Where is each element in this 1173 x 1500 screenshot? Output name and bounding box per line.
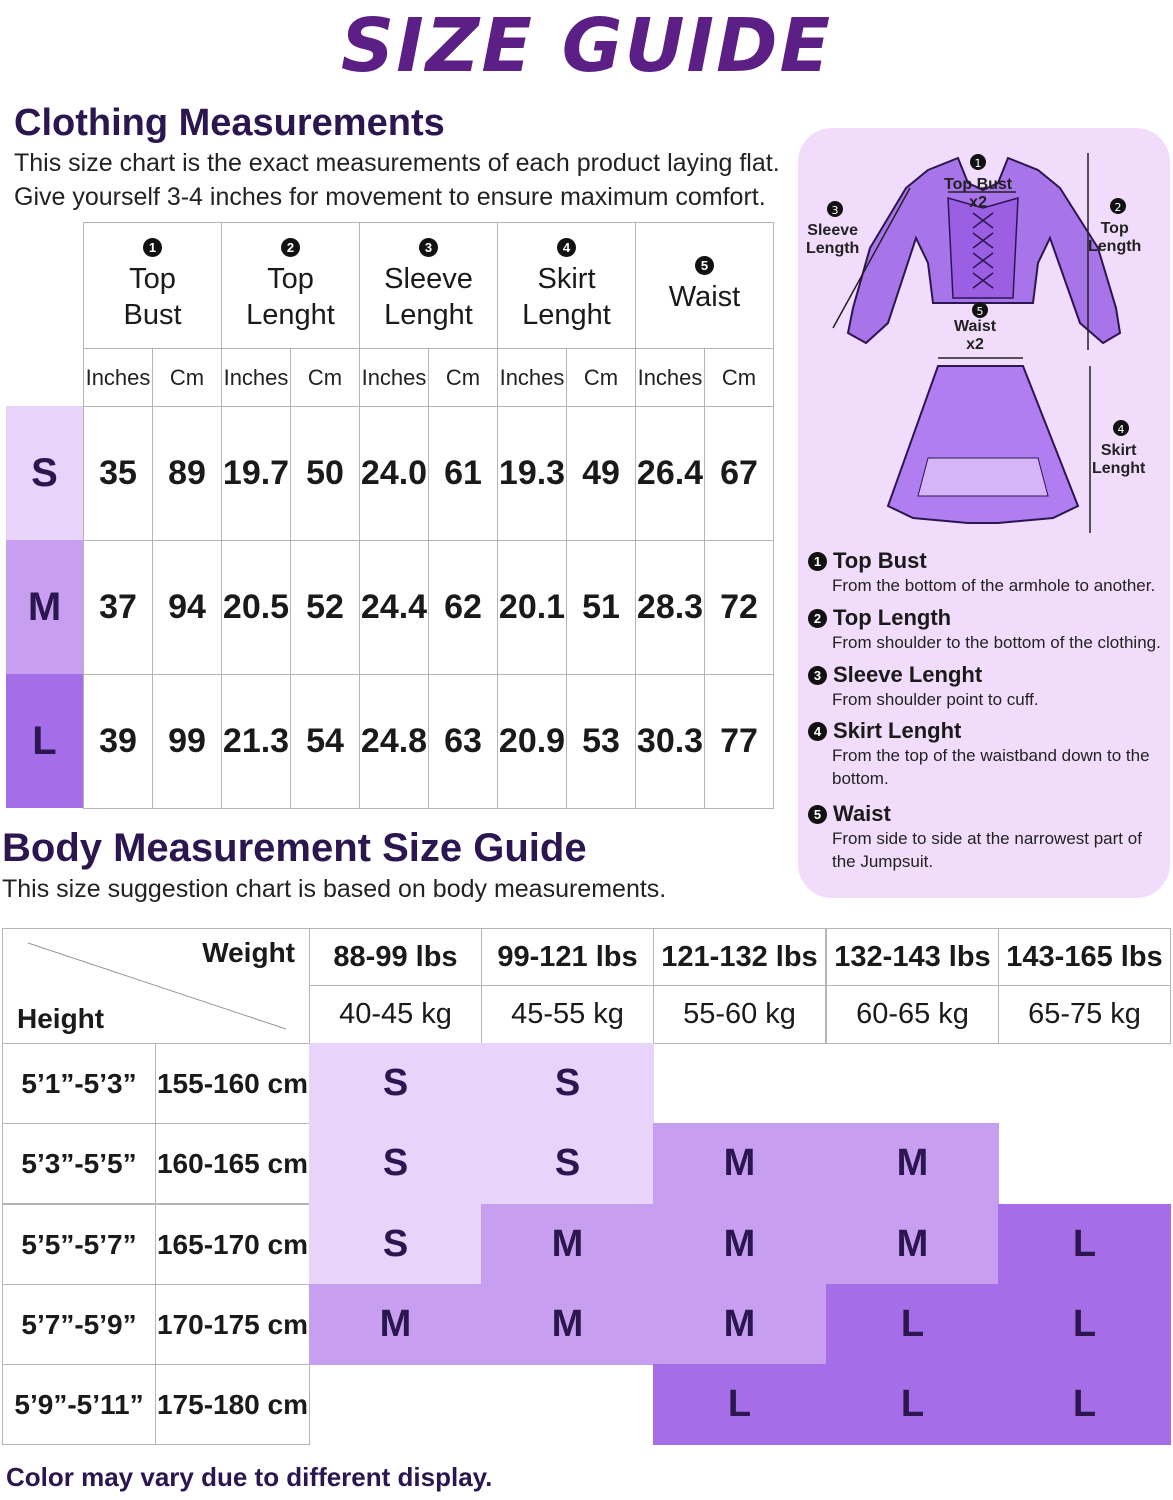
weight-kg-header: 60-65 kg bbox=[826, 985, 999, 1044]
number-badge: 1 bbox=[808, 552, 827, 571]
measurement-value: 24.4 bbox=[359, 540, 429, 675]
legend-item bbox=[808, 548, 1168, 597]
height-cm: 155-160 cm bbox=[155, 1043, 310, 1124]
height-cm: 160-165 cm bbox=[155, 1123, 310, 1204]
measurement-value: 24.8 bbox=[359, 674, 429, 809]
page-title: SIZE GUIDE bbox=[340, 3, 833, 89]
legend-item-label: Sleeve Lenght bbox=[833, 662, 983, 687]
unit-inches: Inches bbox=[221, 348, 291, 407]
size-cell: M bbox=[309, 1284, 482, 1365]
unit-cm: Cm bbox=[428, 348, 498, 407]
number-badge: 3 bbox=[419, 238, 438, 257]
size-cell: M bbox=[653, 1204, 826, 1285]
weight-kg-header: 45-55 kg bbox=[481, 985, 654, 1044]
measurement-value: 67 bbox=[704, 406, 774, 541]
size-cell: M bbox=[653, 1123, 826, 1204]
measurement-value: 77 bbox=[704, 674, 774, 809]
legend-item-title bbox=[808, 662, 1168, 688]
legend-item-title bbox=[808, 548, 1168, 574]
unit-inches: Inches bbox=[359, 348, 429, 407]
legend-item-desc: From shoulder to the bottom of the clothing. bbox=[832, 633, 1161, 652]
measurement-value: 24.0 bbox=[359, 406, 429, 541]
measurement-value: 50 bbox=[290, 406, 360, 541]
height-ft: 5’3”-5’5” bbox=[2, 1123, 156, 1204]
height-ft: 5’9”-5’11” bbox=[2, 1364, 156, 1445]
size-cell: L bbox=[998, 1364, 1171, 1445]
weight-kg-header: 65-75 kg bbox=[998, 985, 1171, 1044]
size-cell: S bbox=[309, 1204, 482, 1285]
weight-lbs-header: 121-132 lbs bbox=[653, 928, 826, 986]
measurement-value: 72 bbox=[704, 540, 774, 675]
weight-label: Weight bbox=[202, 937, 295, 968]
svg-text:4: 4 bbox=[1117, 423, 1125, 436]
height-ft: 5’7”-5’9” bbox=[2, 1284, 156, 1365]
unit-cm: Cm bbox=[290, 348, 360, 407]
height-cm: 165-170 cm bbox=[155, 1204, 310, 1285]
column-header bbox=[497, 222, 636, 349]
size-cell: S bbox=[481, 1123, 654, 1204]
size-cell: S bbox=[309, 1123, 482, 1204]
unit-cm: Cm bbox=[566, 348, 636, 407]
label-waist: Waist x2 bbox=[954, 318, 997, 353]
legend-item-desc: From the bottom of the armhole to another. bbox=[832, 576, 1156, 595]
measurement-value: 61 bbox=[428, 406, 498, 541]
size-cell: M bbox=[653, 1284, 826, 1365]
weight-kg-header: 55-60 kg bbox=[653, 985, 826, 1044]
column-header bbox=[359, 222, 498, 349]
height-weight-corner bbox=[2, 928, 310, 1044]
measurement-value: 63 bbox=[428, 674, 498, 809]
legend-item-desc: From side to side at the narrowest part of the Jumpsuit. bbox=[832, 829, 1142, 871]
height-cm: 170-175 cm bbox=[155, 1284, 310, 1365]
clothing-subtitle-2: Give yourself 3-4 inches for movement to ensure maximum comfort. bbox=[14, 183, 766, 211]
measurement-value: 49 bbox=[566, 406, 636, 541]
measurement-value: 53 bbox=[566, 674, 636, 809]
size-cell: M bbox=[826, 1204, 999, 1285]
number-badge: 2 bbox=[808, 609, 827, 628]
measurement-value: 20.1 bbox=[497, 540, 567, 675]
measurement-value: 62 bbox=[428, 540, 498, 675]
size-cell: M bbox=[481, 1204, 654, 1285]
legend-item bbox=[808, 718, 1168, 790]
column-header-line1: Top bbox=[129, 263, 176, 295]
legend-item-title bbox=[808, 718, 1168, 744]
label-top-length: Top Length bbox=[1088, 220, 1142, 255]
height-cm: 175-180 cm bbox=[155, 1364, 310, 1445]
column-header-line2: Lenght bbox=[246, 299, 335, 331]
svg-text:2: 2 bbox=[1114, 201, 1122, 214]
svg-text:3: 3 bbox=[831, 204, 839, 217]
weight-kg-header: 40-45 kg bbox=[309, 985, 482, 1044]
legend-item-title bbox=[808, 801, 1168, 827]
footer-note: Color may vary due to different display. bbox=[6, 1462, 493, 1492]
measurement-value: 19.3 bbox=[497, 406, 567, 541]
legend-item-title bbox=[808, 605, 1168, 631]
number-badge: 2 bbox=[281, 238, 300, 257]
size-cell: S bbox=[309, 1043, 482, 1124]
column-header bbox=[221, 222, 360, 349]
weight-lbs-header: 132-143 lbs bbox=[826, 928, 999, 986]
measurement-value: 52 bbox=[290, 540, 360, 675]
column-header bbox=[83, 222, 222, 349]
column-header-line2: Lenght bbox=[522, 299, 611, 331]
weight-lbs-header: 143-165 lbs bbox=[998, 928, 1171, 986]
number-badge: 4 bbox=[808, 722, 827, 741]
height-ft: 5’5”-5’7” bbox=[2, 1204, 156, 1285]
measurement-value: 99 bbox=[152, 674, 222, 809]
size-label: M bbox=[6, 540, 83, 674]
size-label: L bbox=[6, 674, 83, 808]
column-header bbox=[635, 222, 774, 349]
column-header-line1: Waist bbox=[668, 281, 741, 313]
measurement-value: 30.3 bbox=[635, 674, 705, 809]
size-cell: L bbox=[998, 1204, 1171, 1285]
size-label: S bbox=[6, 406, 83, 540]
measurement-value: 37 bbox=[83, 540, 153, 675]
measurement-value: 89 bbox=[152, 406, 222, 541]
measurement-value: 51 bbox=[566, 540, 636, 675]
legend-item-label: Top Bust bbox=[833, 548, 927, 573]
measurement-value: 26.4 bbox=[635, 406, 705, 541]
number-badge: 1 bbox=[143, 238, 162, 257]
measurement-value: 35 bbox=[83, 406, 153, 541]
legend-item bbox=[808, 801, 1168, 873]
svg-text:1: 1 bbox=[974, 157, 982, 170]
size-cell: M bbox=[481, 1284, 654, 1365]
size-cell: L bbox=[826, 1284, 999, 1365]
size-cell: L bbox=[998, 1284, 1171, 1365]
column-header-line1: Skirt bbox=[537, 263, 596, 295]
number-badge: 3 bbox=[808, 666, 827, 685]
column-header-line1: Top bbox=[267, 263, 314, 295]
measurement-value: 54 bbox=[290, 674, 360, 809]
column-header-line2: Lenght bbox=[384, 299, 473, 331]
number-badge: 5 bbox=[695, 256, 714, 275]
size-cell: S bbox=[481, 1043, 654, 1124]
body-title: Body Measurement Size Guide bbox=[2, 826, 587, 870]
unit-cm: Cm bbox=[152, 348, 222, 407]
unit-inches: Inches bbox=[635, 348, 705, 407]
number-badge: 5 bbox=[808, 805, 827, 824]
legend-item bbox=[808, 662, 1168, 711]
legend-item-desc: From the top of the waistband down to the bottom. bbox=[832, 746, 1150, 788]
unit-cm: Cm bbox=[704, 348, 774, 407]
legend-item-label: Top Length bbox=[833, 605, 952, 630]
unit-inches: Inches bbox=[497, 348, 567, 407]
measurement-value: 28.3 bbox=[635, 540, 705, 675]
legend-item-label: Skirt Lenght bbox=[833, 718, 962, 743]
legend-item-desc: From shoulder point to cuff. bbox=[832, 690, 1039, 709]
measurement-value: 20.9 bbox=[497, 674, 567, 809]
label-top-bust: Top Bust x2 bbox=[944, 176, 1013, 211]
skirt-shape bbox=[888, 366, 1078, 523]
height-label: Height bbox=[17, 1003, 105, 1034]
measurement-value: 94 bbox=[152, 540, 222, 675]
label-skirt-length: Skirt Lenght bbox=[1092, 442, 1146, 477]
clothing-title: Clothing Measurements bbox=[14, 102, 445, 144]
number-badge: 4 bbox=[557, 238, 576, 257]
size-cell: L bbox=[826, 1364, 999, 1445]
measurement-value: 19.7 bbox=[221, 406, 291, 541]
legend-item-label: Waist bbox=[833, 801, 891, 826]
column-header-line2: Bust bbox=[123, 299, 182, 331]
weight-lbs-header: 88-99 lbs bbox=[309, 928, 482, 986]
svg-text:5: 5 bbox=[976, 305, 984, 318]
size-cell: L bbox=[653, 1364, 826, 1445]
label-sleeve-length: Sleeve Length bbox=[806, 222, 860, 257]
measurement-value: 39 bbox=[83, 674, 153, 809]
column-header-line1: Sleeve bbox=[384, 263, 473, 295]
clothing-subtitle-1: This size chart is the exact measurements of each product laying flat. bbox=[14, 149, 780, 177]
measurement-value: 20.5 bbox=[221, 540, 291, 675]
weight-lbs-header: 99-121 lbs bbox=[481, 928, 654, 986]
unit-inches: Inches bbox=[83, 348, 153, 407]
measurement-value: 21.3 bbox=[221, 674, 291, 809]
legend-item bbox=[808, 605, 1168, 654]
size-cell: M bbox=[826, 1123, 999, 1204]
body-subtitle: This size suggestion chart is based on body measurements. bbox=[2, 875, 667, 903]
height-ft: 5’1”-5’3” bbox=[2, 1043, 156, 1124]
